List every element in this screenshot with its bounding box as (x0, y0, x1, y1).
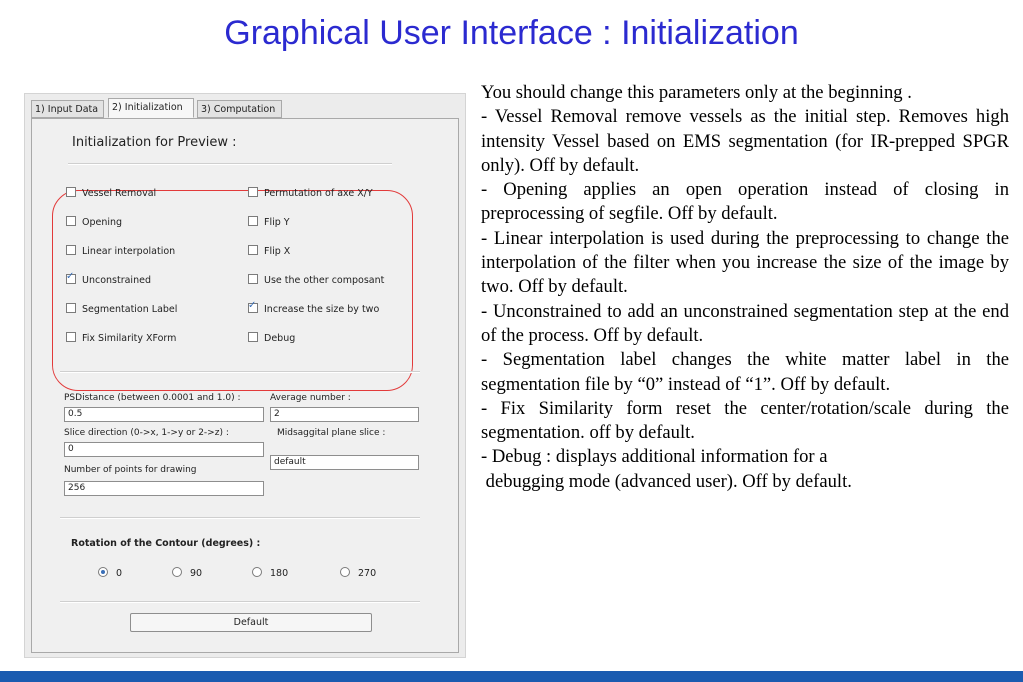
checkbox-label: Increase the size by two (264, 304, 380, 315)
flip-y-checkbox[interactable] (248, 216, 290, 229)
description-debug: - Debug : displays additional information for a (481, 446, 828, 468)
footer-bar (0, 671, 1023, 682)
average-number-label: Average number : (270, 393, 351, 403)
checkbox-label: Debug (264, 333, 296, 344)
description-intro: You should change this parameters only at the beginning . (481, 82, 912, 103)
description-debug-continued: debugging mode (advanced user). Off by default. (481, 470, 852, 492)
checkbox-label: Linear interpolation (82, 246, 176, 257)
checkbox-label: Flip Y (264, 217, 290, 228)
vessel-removal-checkbox[interactable] (66, 187, 156, 200)
radio-label: 270 (358, 568, 377, 579)
checkbox-label: Use the other composant (264, 275, 385, 286)
initialization-panel (31, 118, 459, 653)
rotation-label: Rotation of the Contour (degrees) : (71, 538, 261, 549)
opening-checkbox[interactable] (66, 216, 122, 229)
checkbox-box (66, 187, 76, 197)
default-button[interactable]: Default (130, 613, 372, 632)
description-fix-similarity: - Fix Similarity form reset the center/rotation/scale during the segmentation. off by default. (481, 397, 1009, 444)
checkbox-label: Opening (82, 217, 123, 228)
checkbox-label: Flip X (264, 246, 291, 257)
radio-dot (172, 567, 182, 577)
slide-title: Graphical User Interface : Initialization (224, 14, 799, 52)
midsagittal-input[interactable]: default (270, 455, 419, 470)
checkbox-box (248, 216, 258, 226)
checkbox-label: Unconstrained (82, 275, 151, 286)
description-vessel-removal: - Vessel Removal remove vessels as the initial step. Removes high intensity Vessel based on EMS segmentation (for IR-prepped SPGR only). Off by default. (481, 106, 1009, 176)
description-text (481, 81, 1009, 494)
points-label: Number of points for drawing (64, 465, 197, 475)
radio-label: 0 (116, 568, 123, 579)
fix-similarity-xform-checkbox[interactable] (66, 332, 176, 345)
rotation-90-radio[interactable] (172, 567, 202, 580)
checkbox-label: Vessel Removal (82, 188, 157, 199)
radio-label: 180 (270, 568, 289, 579)
tab-initialization[interactable]: 2) Initialization (108, 98, 194, 118)
slice-direction-label: Slice direction (0->x, 1->y or 2->z) : (64, 428, 229, 438)
radio-dot-selected (98, 567, 108, 577)
psdistance-input[interactable]: 0.5 (64, 407, 264, 422)
checkbox-box-checked (66, 274, 76, 284)
initialization-heading: Initialization for Preview : (72, 135, 237, 150)
unconstrained-checkbox[interactable] (66, 274, 151, 287)
checkbox-label: Fix Similarity XForm (82, 333, 177, 344)
debug-checkbox[interactable] (248, 332, 295, 345)
tab-input-data[interactable]: 1) Input Data (31, 100, 104, 118)
description-linear-interpolation: - Linear interpolation is used during the preprocessing to change the interpolation of the filter when you increase the size of the image by two. Off by default. (481, 227, 1009, 298)
points-input[interactable]: 256 (64, 481, 264, 496)
checkbox-label: Segmentation Label (82, 304, 178, 315)
checkbox-box (66, 216, 76, 226)
checkbox-box (66, 303, 76, 313)
tab-computation[interactable]: 3) Computation (197, 100, 282, 118)
psdistance-label: PSDistance (between 0.0001 and 1.0) : (64, 393, 241, 403)
radio-dot (340, 567, 350, 577)
linear-interpolation-checkbox[interactable] (66, 245, 175, 258)
increase-size-checkbox[interactable] (248, 303, 379, 316)
permutation-axe-checkbox[interactable] (248, 187, 373, 200)
radio-label: 90 (190, 568, 203, 579)
description-unconstrained: - Unconstrained to add an unconstrained segmentation step at the end of the process. Off by default. (481, 300, 1009, 346)
checkbox-label: Permutation of axe X/Y (264, 188, 373, 199)
separator (60, 371, 420, 373)
separator (60, 601, 420, 603)
checkbox-box (66, 332, 76, 342)
checkbox-box (66, 245, 76, 255)
rotation-270-radio[interactable] (340, 567, 376, 580)
midsagittal-label: Midsaggital plane slice : (277, 428, 386, 438)
slice-direction-input[interactable]: 0 (64, 442, 264, 457)
flip-x-checkbox[interactable] (248, 245, 290, 258)
checkbox-box (248, 245, 258, 255)
checkbox-box (248, 274, 258, 284)
average-number-input[interactable]: 2 (270, 407, 419, 422)
segmentation-label-checkbox[interactable] (66, 303, 177, 316)
gui-screenshot (24, 93, 466, 658)
checkbox-box-checked (248, 303, 258, 313)
radio-dot (252, 567, 262, 577)
rotation-0-radio[interactable] (98, 567, 122, 580)
checkbox-box (248, 187, 258, 197)
description-segmentation-label: - Segmentation label changes the white matter label in the segmentation file by “0” instead of “1”. Off by default. (481, 349, 1009, 395)
separator (68, 163, 392, 165)
rotation-180-radio[interactable] (252, 567, 288, 580)
checkbox-box (248, 332, 258, 342)
separator (60, 517, 420, 519)
use-other-composant-checkbox[interactable] (248, 274, 384, 287)
description-opening: - Opening applies an open operation instead of closing in preprocessing of segfile. Off by default. (481, 179, 1009, 225)
